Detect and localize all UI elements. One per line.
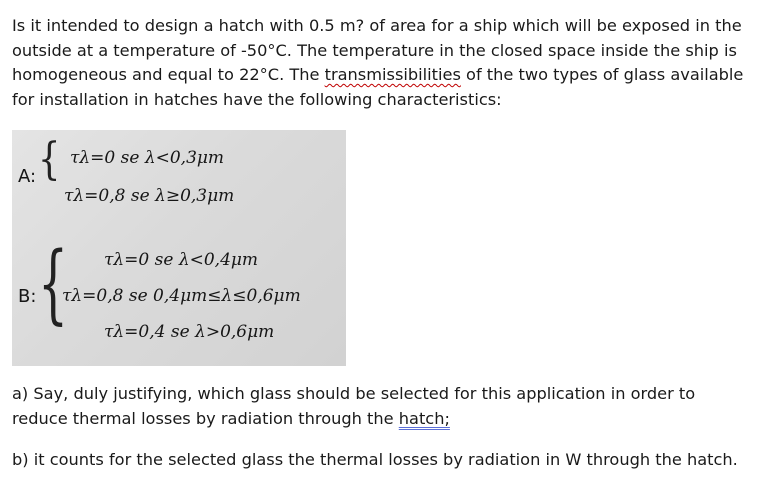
glass-b-condition-2: τλ=0,8 se 0,4μm≤λ≤0,6μm	[62, 286, 301, 306]
glass-b-condition-3: τλ=0,4 se λ>0,6μm	[104, 322, 275, 342]
transmissivity-equations-image	[12, 130, 346, 366]
glass-a-condition-2: τλ=0,8 se λ≥0,3μm	[64, 186, 235, 206]
glass-b-label: B:	[18, 286, 37, 307]
glass-a-condition-1: τλ=0 se λ<0,3μm	[70, 148, 225, 168]
question-a-text: a) Say, duly justifying, which glass should be selected for this application in order to reduce thermal losses by radiation through the	[12, 384, 696, 428]
question-a-marked-word: hatch;	[398, 408, 450, 428]
question-a	[12, 382, 752, 431]
problem-statement-text: Is it intended to design a hatch with 0.5 m? of area for a ship which will be exposed in the outside at a temperature of -50°C. The temperature in the closed space inside the ship is homogeneous and equal to 22°C. The	[12, 16, 742, 84]
problem-statement-text-end: of the two types of glass available for installation in hatches have the following characteristics:	[12, 65, 744, 109]
glass-a-label: A:	[18, 166, 37, 187]
glass-b-condition-1: τλ=0 se λ<0,4μm	[104, 250, 259, 270]
question-b	[12, 448, 752, 473]
glass-b-brace: {	[38, 234, 69, 334]
question-b-text: b) it counts for the selected glass the thermal losses by radiation in W through the hatch.	[12, 450, 738, 469]
spellcheck-marked-word: transmissibilities	[324, 65, 461, 84]
glass-a-brace: {	[38, 134, 61, 185]
problem-statement	[12, 14, 752, 112]
